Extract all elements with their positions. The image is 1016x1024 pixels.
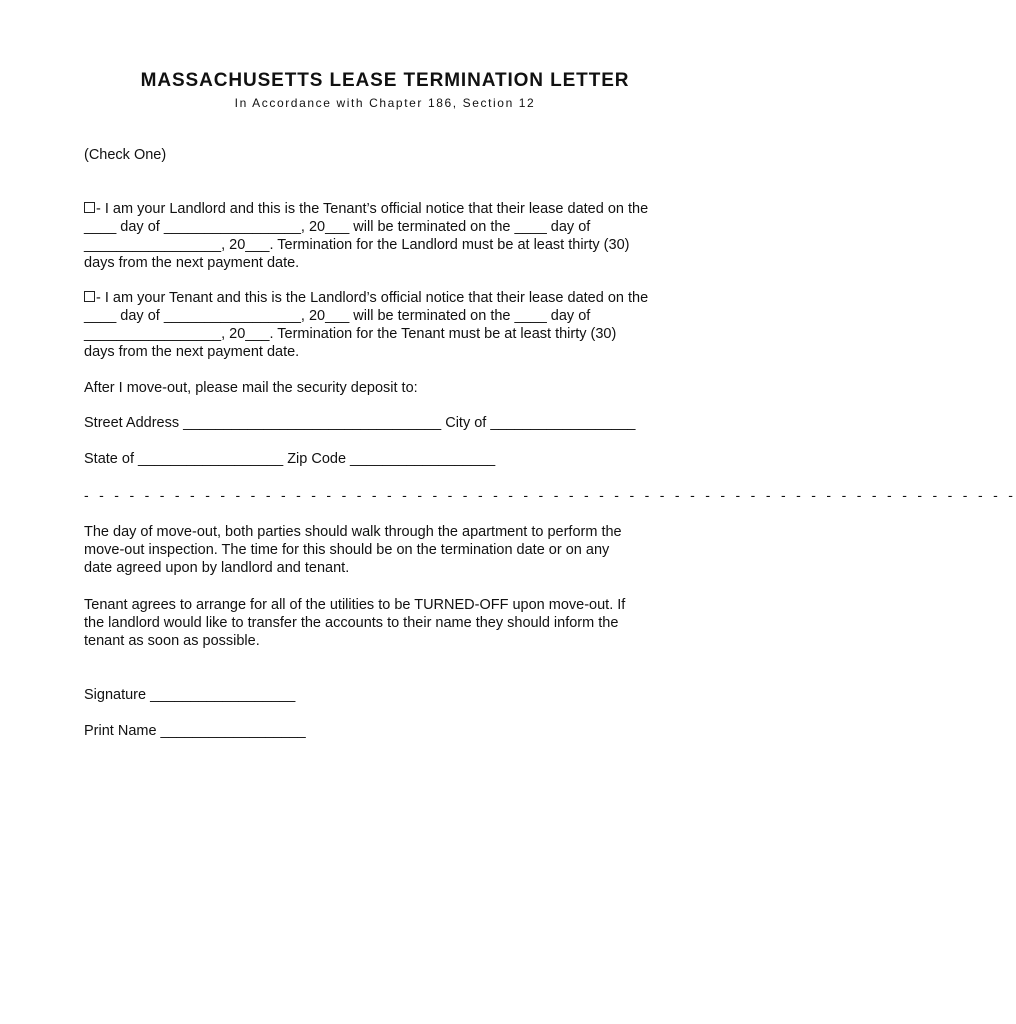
- document-subtitle: In Accordance with Chapter 186, Section 12: [234, 96, 536, 110]
- tenant-option-line1: - I am your Tenant and this is the Landlord’s official notice that their lease dated on the: [84, 289, 684, 307]
- landlord-option-line2: ____ day of _________________, 20___ will be terminated on the ____ day of: [84, 219, 591, 235]
- check-one-label: (Check One): [84, 147, 167, 163]
- tenant-option-line2: ____ day of _________________, 20___ will be terminated on the ____ day of: [84, 308, 591, 324]
- dashed-separator: - - - - - - - - - - - - - - - - - - - - - - - - - - - - - - - - - - - - - - - - - - - - - - - - - - - - - - - - - - - - - -: [84, 487, 1016, 503]
- landlord-option-line4: days from the next payment date.: [84, 255, 300, 271]
- state-zip-field-line[interactable]: State of __________________ Zip Code __________________: [84, 451, 496, 467]
- print-name-field-line[interactable]: Print Name __________________: [84, 723, 306, 739]
- landlord-option-line1: - I am your Landlord and this is the Tenant’s official notice that their lease dated on the: [84, 200, 684, 218]
- signature-field-line[interactable]: Signature __________________: [84, 687, 296, 703]
- landlord-option-line3: _________________, 20___. Termination for the Landlord must be at least thirty (30): [84, 237, 630, 253]
- utilities-paragraph: Tenant agrees to arrange for all of the utilities to be TURNED-OFF upon move-out. If the landlord would like to transfer the accounts to their name they should inform the tenant as soon as possible.: [84, 597, 626, 649]
- inspection-paragraph: The day of move-out, both parties should walk through the apartment to perform the move-out inspection. The time for this should be on the termination date or on any date agreed upon by landlord and tenant.: [84, 524, 622, 576]
- address-field-line[interactable]: Street Address ________________________________ City of __________________: [84, 415, 636, 431]
- document-title: MASSACHUSETTS LEASE TERMINATION LETTER: [140, 70, 630, 91]
- landlord-checkbox[interactable]: [84, 202, 95, 213]
- mail-deposit-text: After I move-out, please mail the security deposit to:: [84, 380, 418, 396]
- tenant-option-line4: days from the next payment date.: [84, 344, 300, 360]
- tenant-checkbox[interactable]: [84, 291, 95, 302]
- landlord-option: [84, 200, 684, 272]
- tenant-option: [84, 289, 684, 361]
- tenant-option-line3: _________________, 20___. Termination for the Tenant must be at least thirty (30): [84, 326, 617, 342]
